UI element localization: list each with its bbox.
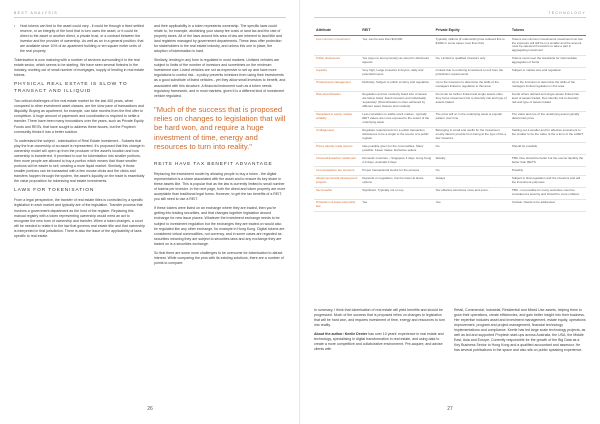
left-col-2 [154, 24, 286, 270]
paragraph: If these tokens were listed on an exchange where they are traded, then you're getting into trading securities, and that changes together legislation around exchange for new issue places. Whatever the investment exchange needs to be subject to investment regulation but the exchanges they are traded on would also be regulated like any other exchange, for example in Hong Kong. Digital tokens are considered virtual commodities, not currency, and in some cases are regarded as securities meaning they are subject to securities laws and any exchange they are traded on is a securities exchange. [154, 206, 285, 246]
paragraph: Similarly, lending in any form is regulated in most markets. Unlisted vehicles are subject to limits of the number of investors and sometimes on the minimum investment size. Listed vehicles are not as expensive to set up and have more regulations to control risk - a policy prevents investors from using their investments as a good substitute of listed vehicles - yet they allow small investors to benefit, and associated with this structure. A financial instrument such as a token needs regulatory framework, and in most markets, given it is a different kind of investment vehicle regulated. [154, 58, 286, 98]
table-cell: Belonging to small and useful for the investment mostly ideal to provide from being at the type of the a few investors [434, 127, 510, 143]
table-attribute-cell: Separated to equity market volatility [314, 111, 360, 127]
table-attribute-cell: Professional management [314, 79, 360, 91]
table-row [314, 167, 586, 175]
table-cell: Yes [360, 199, 433, 211]
table-attribute-cell: Protection of asset ownership law [314, 199, 360, 211]
table-cell: Depends on regulation. Can be lower at share options [360, 175, 433, 187]
right-col-2 [454, 308, 586, 357]
table-row [314, 175, 586, 187]
table-row [314, 79, 586, 91]
right-running-header: TECHNOLOGY [548, 11, 586, 15]
right-columns [314, 308, 586, 357]
author-bio [314, 332, 446, 352]
table-cell: Subject to market size and regulation [510, 67, 586, 79]
table-row [314, 155, 586, 167]
table-cell: Proper transactional stocks for the process [360, 167, 433, 175]
table-cell: Regulation and tax modestly listed size of assets are listed, listed, listed investors and individually 'separately' (Diversification is often achieved by different asset classes and markets) [360, 91, 433, 111]
table-attribute-cell: Prices directly trade stream [314, 143, 360, 155]
section-heading-laws: LAWS FOR TOKENISATION [14, 188, 95, 194]
right-page [300, 0, 600, 424]
table-cell: Weekly [434, 155, 510, 167]
table-header-cell: Attribute [314, 26, 360, 36]
table-cell: No [434, 143, 510, 155]
table-cell: Tokens must meet the standards for intermediate aggregation of funds [510, 55, 586, 67]
table-cell: Unclear. Needs to be addressed [510, 199, 586, 211]
table-cell: Regulator requirements for a public transaction disclosures to be a single to the source of a public register [360, 127, 433, 143]
paragraph: From a legal perspective, the transfer of real estate titles is controlled by a specific legislation in each market and typically are of the legislation. Transfer process that involves a government department as the host of the register. Replacing this manual registry with a token representing ownership would need an act to recognise the new form of ownership and transfer. When a token changes, a court will be needed to relate it to the law that governs real estate title and that ownership is interpreted in that jurisdiction. There is also the issue of the applicability of laws specific to real estate. [14, 198, 145, 238]
table-cell: Up to the investors to determine the skills of the managers linked to regulation in this area [434, 79, 510, 91]
table-cell: The price will on in the underlying asset is popular pattern over time [434, 111, 510, 127]
table-attribute-cell: Tax benefits [314, 187, 360, 199]
table-cell: Should be possible [510, 143, 586, 155]
comparison-table [314, 26, 586, 212]
intro-bullet-list [14, 24, 146, 54]
table-cell: Typically millions (if underwriting has reduced this to $100k in some cases, less than this) [434, 36, 510, 56]
table-row [314, 143, 586, 155]
table-cell: TBD - not possible for many securities count be considered a security and should be more unlisted. [510, 187, 586, 199]
table-cell: Definitely. Subject to public scrutiny and regulation [360, 79, 433, 91]
table-cell: Subject to final regulation and the investors and will the investment purposes [510, 175, 586, 187]
table-attribute-cell: Undiagnosed [314, 127, 360, 143]
table-row [314, 36, 586, 56]
table-cell: Always [434, 175, 510, 187]
page-number-left: 26 [147, 406, 153, 412]
table-attribute-cell: Low minimum investment [314, 36, 360, 56]
page-number-right: 27 [447, 406, 453, 412]
table-row [314, 91, 586, 111]
table-row [314, 127, 586, 143]
table-attribute-cell: Risk diversification [314, 91, 360, 111]
table-attribute-cell: Low transaction fee structure [314, 167, 360, 175]
table-row [314, 199, 586, 211]
table-attribute-cell: Public disclosures [314, 55, 360, 67]
left-running-header: BEST ANALYSIS [14, 11, 59, 15]
table-attribute-cell: Income/transaction settlement [314, 155, 360, 167]
table-cell: Significant. Typically not on top [360, 187, 433, 199]
table-cell: Tax effective structures more and sums. [434, 187, 510, 199]
table-cell: Tokens are minimum investments investment into low the exposure will still be in a smaller and the amount must be selected if investors to take a part in aggregating investment [510, 36, 586, 56]
table-cell: Very high, Large investors & buyers, daily and potential buyers [360, 67, 433, 79]
paragraph: and their applicability in a token represents ownership. The specific laws could relate to, for example, abolishing your stamp fee costs or land tax and the rate of property taxes. All of the laws around this area of law are inherent to land title and land registries managed by government departments. These laws offer protection for stakeholders in the real estate industry, and unless this one in place, the adoption of tokenisation is hard. [154, 24, 282, 54]
table-cell: Settling out a smaller and for effective investment to the smaller to be the value of the a form of the a REIT [510, 127, 586, 143]
table-cell: Yes (open to anonymously) as stored in disclosure aspects [360, 55, 433, 67]
section-heading-physical: PHYSICAL REAL ESTATE IS SLOW TO TRANSACT AND ILLIQUID [14, 82, 128, 94]
table-cell: Possibly [510, 167, 586, 175]
table-row [314, 187, 586, 199]
paragraph: To understand the subject - tokenisation of Real Estate Investment - Subsets that play the true ownership of an asset is represented. It's proposed that this change in ownership model will open up from the producer of the asset's location and how ownership is transferred. It promised to use for tokenisation into smaller portions, then more people are allowed to buy a portion which means that those smaller portions will be easier to sell, creating a more liquid market. Similarly, if those smaller portions can be transacted with a few mouse clicks and the clicks and transfers happen through the system, the asset's liquidity on the trade is essentially the value proposition for tokenising real estate investments. [14, 138, 145, 183]
pull-quote: "Much of the success that is proposed relies on changes to legislation that will be hard won, and require a huge investment of time, energy and resources to turn into reality." [154, 104, 286, 152]
right-header-rule [314, 17, 586, 18]
paragraph: Two critical challenges of the real estate market for the last 400 years, when compared to other investment asset classes, are the slow pace of transactions and illiquidity. Buying an apartment, for example, can take months from the first offer to completion. A huge amount of paperwork and coordination is required to settle a transfer. There have been many innovations over the years, such as Private Equity Funds and REITs, that have sought to address these issues, but the Proptech community thinks it has a better solution. [14, 99, 144, 134]
table-cell: Yes [434, 199, 510, 211]
right-col-1 [314, 308, 446, 357]
table-attribute-cell: Allows tax benefit development projects [314, 175, 360, 187]
table-cell: Funds where defined and single assets limited risk, level of assets traded, thus identify risk to diversify risk and type of assets traded [510, 91, 586, 111]
paragraph: Replacing the investment model by allowing people to buy a token - the digital representation is a share associated with the asset and to ensure its key share in these assets like. This is popular that as the law is currently limited to small number of tokens per investor. In the next page, both the direct and token property are more acceptable than traditional legal forms. However, to get the tax benefits of a REIT, you still need to use a REIT. [154, 172, 286, 202]
paragraph: Retail, Commercial, Industrial, Residential and Mixed Use assets, helping them to grow their operations, create efficiencies, and gain better insight into their business. Her expertise includes asset and investment management, estate equity, operations improvement, program and project management, financial technology implementations and compliance. Keelie has led large scale technology projects, as well as led and supported Proptech start-ups across Australia, the USA, the Middle East, Asia and Europe. Currently responsible for the growth of the Big Data as a Key Business Sector to Hong Kong and a qualified accountant and assessor. He has several publications in the space and also sits on public speaking experience. [454, 308, 586, 353]
table-cell: Fund can be further limited and single assets often they focus investment risk to diversify risk and type of assets traded [434, 91, 510, 111]
author-label: About the author: Keelie Dexter [314, 332, 368, 337]
table-header-cell: Private Equity [434, 26, 510, 36]
table-row [314, 111, 586, 127]
section-heading-reits: REITS HAVE TAX BENEFIT ADVANTAGE [154, 161, 273, 167]
paragraph: Tokenisation is now maturing with a number of services surrounding it in the real estate sector, which seems to be starting. We have seen several fintechs in the industry, working out of small number of mortgages, supply of lending in real estate tokens. [14, 58, 145, 78]
left-col-1 [14, 24, 146, 270]
table-cell: Up to the investors to determine the skills of the managers limited regulation in this area [510, 79, 586, 91]
table-cell: Limited due to enduring investment to exit from the jurisdiction requirements [434, 67, 510, 79]
table-row [314, 67, 586, 79]
table-cell: No, Limited to qualified investors only [434, 55, 510, 67]
table-cell: The value and one of the underlying asset typically determines price [510, 111, 586, 127]
table-header-row [314, 26, 586, 36]
intro-bullet: • Host tokens can tied to the asset could vary - it could be through a fixed settled reserve, or an integrity of the fund that in turn owns the asset, or it could be direct to the asset or another direct, a private trust, or a contract between the investor and the provider of ownership. As well as an in a general position, that are available since 10% of an apartment building or ten square meter units of the real property [14, 24, 146, 54]
table-cell: Yes, can be less than $10,000 [360, 36, 433, 56]
table-cell: TBD, Due should be better but the sooner liquidity the better than REITS [510, 155, 586, 167]
table-header-cell: Tokens [510, 26, 586, 36]
paragraph: In summary, I think that tokenisation of real estate will yield benefits and should be progressed. Much of the success that is proposed relies on changes to legislation that will be hard won, and requires investment of time, energy and resources to turn into reality. [314, 308, 446, 328]
table-attribute-cell: Liquidity [314, 67, 360, 79]
table-row [314, 55, 586, 67]
table-cell: Domestic countries ~ Singapore 3 days, Hong Kong 2-3 days, Australia 3 days [360, 155, 433, 167]
author-bio-text: has over 10 years' experience in real estate and technology, specialising in digital transformation in real estate, and using data to create a more competitive and collaborative environment. Pre-acquire, and advise clients with [314, 332, 444, 352]
paragraph: So that there are some more challenges to be overcome for tokenisation to attract interest. While comparing the pros with its existing solutions, there are a number of points to compare: [154, 250, 284, 265]
left-columns [14, 24, 286, 270]
table-cell: Has possible given for the commodities. Many possible. Fewer trades. Exclusive sellers [360, 143, 433, 155]
table-cell: Less correlation to stable stock market - typically REIT values are more exposed to the extent of the underlying asset [360, 111, 433, 127]
left-header-rule [14, 17, 286, 18]
table-body [314, 36, 586, 212]
table-header-cell: REIT [360, 26, 433, 36]
table-cell: No [434, 167, 510, 175]
